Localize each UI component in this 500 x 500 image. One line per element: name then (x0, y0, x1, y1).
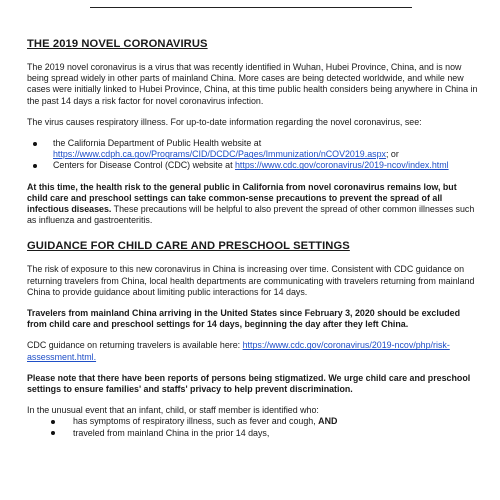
list-item-travel (43, 428, 479, 439)
top-rule-divider (90, 7, 412, 8)
exposure-paragraph: The risk of exposure to this new coronavirus in China is increasing over time. Consistent with CDC guidance on returning travelers from China, local health departments are communicating with travelers returning from mainland China to provide guidance about limiting public interactions for 14 days. (27, 264, 475, 297)
risk-rest-text: These precautions will be helpful to also prevent the spread of other common illnesses such as influenza and gastroenteritis. (27, 204, 475, 226)
bullet-icon (51, 431, 55, 435)
list-item-cdc (27, 160, 479, 171)
intro-paragraph: The 2019 novel coronavirus is a virus that was recently identified in Wuhan, Hubei Province, China, and is now being spread widely in other parts of mainland China. More cases are being detected worldwide, and while new cases were initially linked to Hubei Province, China, at this time public health considers being anywhere in China in the past 14 days a risk factor for novel coronavirus infection. (27, 62, 478, 106)
list-item-symptoms (43, 416, 479, 427)
risk-assessment-link[interactable]: https://www.cdc.gov/coronavirus/2019-ncov/php/risk-assessment.html. (27, 340, 450, 362)
and-text: AND (318, 416, 338, 427)
stigma-paragraph: Please note that there have been reports of persons being stigmatized. We urge child care and preschool settings to ensure families' and staffs' privacy to help prevent discrimination. (27, 372, 471, 395)
bullet-icon (51, 420, 55, 424)
list-item-cdph (27, 138, 479, 160)
resource-list (27, 138, 479, 172)
cdph-link[interactable]: https://www.cdph.ca.gov/Programs/CID/DCDC/Pages/Immunization/nCOV2019.aspx (53, 149, 386, 160)
symptoms-text: has symptoms of respiratory illness, such as fever and cough, (73, 416, 319, 427)
risk-paragraph (27, 182, 479, 227)
respiratory-paragraph: The virus causes respiratory illness. For up-to-date information regarding the novel coronavirus, see: (27, 116, 422, 127)
cdc-link[interactable]: https://www.cdc.gov/coronavirus/2019-ncov/index.html (235, 160, 449, 171)
section-heading-coronavirus: THE 2019 NOVEL CORONAVIRUS (27, 38, 208, 50)
cdph-text: the California Department of Public Health website at (53, 138, 262, 149)
criteria-list (27, 416, 479, 438)
exclusion-paragraph: Travelers from mainland China arriving in the United States since February 3, 2020 should be excluded from child care and preschool settings for 14 days, beginning the day after they left China. (27, 308, 461, 330)
bullet-icon (33, 164, 37, 168)
section-heading-guidance: GUIDANCE FOR CHILD CARE AND PRESCHOOL SETTINGS (27, 240, 350, 253)
cdc-guidance-text: CDC guidance on returning travelers is available here: (27, 340, 243, 351)
document-body (27, 38, 479, 449)
bullet-icon (33, 142, 37, 146)
cdc-guidance-paragraph (27, 340, 479, 362)
cdph-suffix: ; or (385, 149, 399, 160)
travel-text: traveled from mainland China in the prior 14 days, (73, 427, 270, 438)
risk-bold-text: At this time, the health risk to the general public in California from novel coronavirus remains low, but child care and preschool settings can take common-sense precautions to prevent the spread of all infectious diseases. (27, 181, 457, 215)
unusual-event-paragraph: In the unusual event that an infant, child, or staff member is identified who: (27, 405, 319, 416)
cdc-text: Centers for Disease Control (CDC) website at (53, 160, 235, 171)
